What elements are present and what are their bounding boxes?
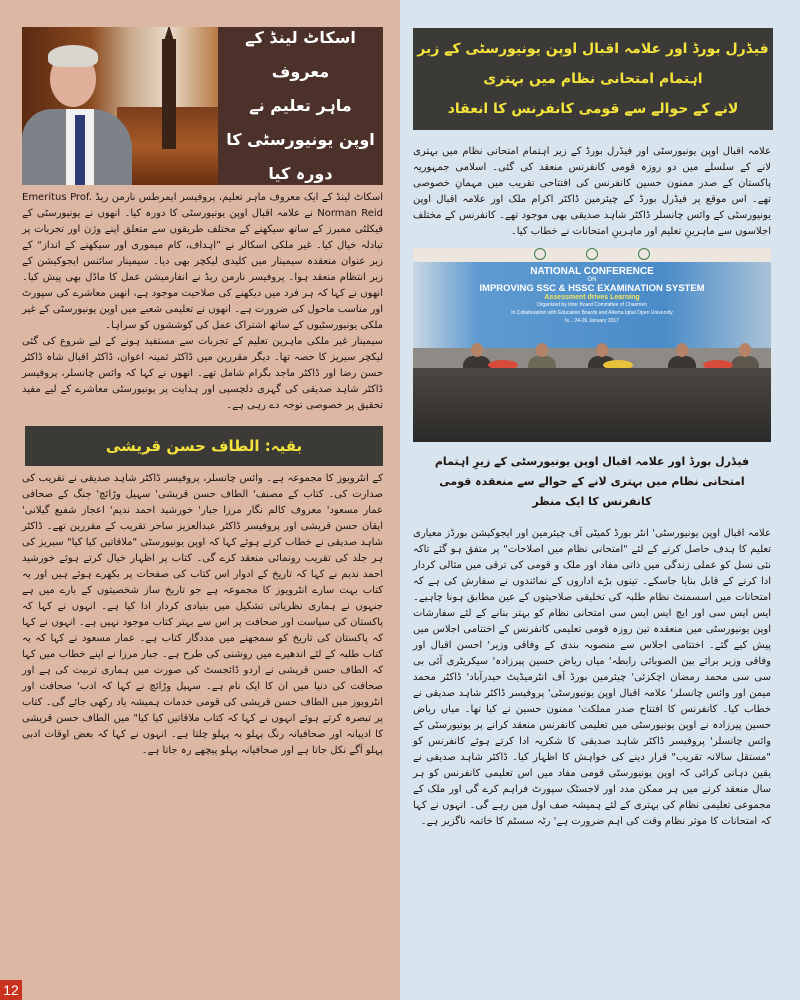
conference-banner: [413, 262, 771, 348]
logo-icon: [534, 248, 546, 260]
feature-title: [218, 27, 383, 185]
feature-title-line: اوپن یونیورسٹی کا دورہ کیا: [226, 130, 375, 183]
conference-photo: [413, 248, 771, 442]
banner-subtitle: IMPROVING SSC & HSSC EXAMINATION SYSTEM: [479, 283, 705, 294]
banner-text: In Collaboration with Education Boards and Allama Iqbal Open University: [511, 310, 673, 316]
conference-table: [413, 368, 771, 442]
conference-headline: [413, 28, 773, 130]
banner-title: NATIONAL CONFERENCE: [530, 266, 654, 277]
article-paragraph: علامہ اقبال اوپن یونیورسٹی اور فیڈرل بورڈ کے زیر اہتمام امتحانی نظام میں بہتری لانے کے سلسلے میں دو روزہ قومی کانفرنس منعقد کی گئی۔ اسلامی جمہوریہ پاکستان کے صدر ممنون حسین کانفرنس کی افتتاحی تقریب میں مہمانِ خصوصی تھے۔ اس موقع پر فیڈرل بورڈ کے چیئرمین ڈاکٹر اکرام ملک اور علامہ اقبال اوپن یونیورسٹی کے وائس چانسلر ڈاکٹر شاہد صدیقی بھی موجود تھے۔ کانفرنس کے مختلف اجلاسوں سے ماہرینِ تعلیم اور ماہرینِ امتحانات نے خطاب کیا۔: [413, 146, 771, 237]
banner-text: Organized by Inter Board Committee of Chairmen: [536, 302, 648, 308]
conference-article-body: [413, 526, 771, 840]
banner-tagline: Assessment drives Learning: [544, 294, 640, 301]
page-number: 12: [0, 980, 22, 1000]
caption-line: امتحانی نظام میں بہتری لانے کے حوالے سے منعقدہ قومی کانفرنس کا ایک منظر: [439, 475, 745, 508]
feature-header: [22, 27, 383, 185]
headline-line: فیڈرل بورڈ اور علامہ اقبال اوپن یونیورسٹی کے زیر اہتمام امتحانی نظام میں بہتری: [417, 41, 769, 87]
person-hair: [48, 45, 98, 67]
article-paragraph: کے انٹرویوز کا مجموعہ ہے۔ وائس چانسلر، پروفیسر ڈاکٹر شاہد صدیقی نے تقریب کی صدارت کی۔ کتاب کے مصنف' الطاف حسن قریشی' سہیل وڑائچ' جنگ کے صحافی عمار مسعود' معروف کالم نگار مرزا جبار' خورشید احمد ندیم' اعجاز شفیع گیلانی' ایقان حسن قریشی اور پروفیسر ڈاکٹر عبدالعزیز ساحر تقریب کے مقررین تھے۔ ڈاکٹر شاہد صدیقی نے خطاب کرتے ہوئے کہا کہ اوپن یونیورسٹی "ملاقاتیں کیا کیا" سیریز کی ہر جلد کی تقریب رونمائی منعقد کرے گی۔ کتاب پر اظہار خیال کرتے ہوئے خورشید احمد ندیم نے کہا کہ تاریخ کے ادوار اس کتاب کی صفحات پر بکھرے ہوئے ہیں اور یہ کتاب بہت سارے انٹرویوز کا مجموعہ ہے جو تاریخ ساز شخصیتوں کے بارے میں ہے جنہوں نے ہماری نظریاتی تشکیل میں بنیادی کردار ادا کیا ہے۔ انہوں نے کہا کہ پاکستان کی سیاست اور صحافت پر اس سے بہتر کتاب موجود نہیں ہے۔ انہوں نے کہا کہ پاکستان کی تاریخ کو سمجھنے میں مددگار کتاب ہے۔ عمار مسعود نے کہا کہ یہ کتاب طلبہ کے لئے اندھیرے میں روشنی کی طرح ہے۔ جبار مرزا نے اپنے خطاب میں کہا کہ الطاف حسن قریشی نے اردو ڈائجسٹ کی صورت میں ہماری تربیت کی ہے اور صحافت کی دنیا میں ان کا ایک نام ہے۔ سہیل وڑائچ نے کہا کہ ادب' صحافت اور انٹرویوز میں الطاف حسن قریشی کی قومی خدمات ہمیشہ یاد رکھی جائے گی۔ کتاب پر تبصرہ کرتے ہوئے انہوں نے کہا کہ کتاب ملاقاتیں کیا کیا" میں الطاف حسن قریشی کا ادیبانہ اور صحافیانہ رنگ پہلو بہ پہلو چلتا ہے۔ انہوں نے کہا کہ بعض اوقات ادبی پہلو آگے نکل جاتا ہے اور صحافیانہ پہلو پیچھے رہ جاتا ہے۔: [22, 473, 384, 756]
article-paragraph: علامہ اقبال اوپن یونیورسٹی' انٹر بورڈ کمیٹی آف چیئرمین اور ایجوکیشن بورڈز معیاری تعلیم کا ہدف حاصل کرنے کے لئے "امتحانی نظام میں اصلاحات" پر متفق ہو گئے تاکہ نئی نسل کو عملی زندگی میں ذاتی مفاد اور ملک و قومی کی ترقی میں مثالی کردار ادا کرنے کے قابل بنایا جاسکے۔ تینوں بڑے اداروں کے نمائندوں نے سفارش کی ہے کہ امتحانات میں اسسمنٹ نظام طلبہ کی تخلیقی صلاحیتوں کے عین مطابق ہونا چاہیے۔ ایس ایس سی اور ایچ ایس ایس سی امتحانی نظام کو بہتر بنانے کے لئے سفارشات اوپن یونیورسٹی میں منعقدہ تین روزہ قومی تعلیمی کانفرنس کے اختتامی اجلاس میں پیش کیے گئے۔ اختتامی اجلاس سے منصوبہ بندی کے وفاقی وزیر' احسن اقبال اور وفاقی وزیر برائے بین الصوبائی رابطہ' میاں ریاض حسین پیرزادہ' سیکریٹری آئی بی سی سی محمد رمضان اچکزئی' چیئرمین بورڈ آف انٹرمیڈیٹ حیدرآباد' ڈاکٹر محمد میمن اور وائس چانسلر' علامہ اقبال اوپن یونیورسٹی' پروفیسر ڈاکٹر شاہد صدیقی نے خطاب کیا۔ کانفرنس کا افتتاح صدر مملکت' ممنون حسین نے کیا تھا۔ میاں ریاض حسین پیرزادہ نے اوپن یونیورسٹی میں تعلیمی کانفرنس منعقد کرانے پر یونیورسٹی کے وائس چانسلر' پروفیسر ڈاکٹر شاہد صدیقی کا شکریہ ادا کرتے ہوئے کانفرنس کو "مستقل سالانہ تقریب" قرار دینے کی خواہش کا اظہار کیا۔ ڈاکٹر شاہد صدیقی نے یقین دہانی کرائی کہ اوپن یونیورسٹی قومی مفاد میں اس تعلیمی کانفرنس کو ہر سال منعقد کرنے میں ہر ممکن مدد اور لاجسٹک سپورٹ فراہم کرے گی اور ملک کے مجموعی تعلیمی نظام کی بہتری کے لئے ہمیشہ صف اول میں رہے گی۔ انہوں نے کہا کہ امتحانات کا موثر نظام وقت کی اہم ضرورت ہے' رٹہ سسٹم کا خاتمہ ناگزیر ہے۔: [413, 528, 771, 827]
continuation-heading: بقیہ: الطاف حسن قریشی: [25, 426, 383, 466]
article-paragraph: سیمینار غیر ملکی ماہرین تعلیم کے تجربات سے مستفید ہونے کے لیے شروع کی گئی لیکچر سیریز کا حصہ تھا۔ دیگر مقررین میں ڈاکٹر ثمینہ اعوان، ڈاکٹر اقبال شاہ ڈاکٹر حسن رضا اور ڈاکٹر ماجد بگرام شامل تھے۔ انھوں نے کہا کہ وائس چانسلر، پروفیسر ڈاکٹر شاہد صدیقی کی گہری دلچسپی اور ہدایت پر یونیورسٹی معاشرے کے لیے مفید تحقیق پر خصوصی توجہ دے رہی ہے۔: [22, 336, 383, 411]
feature-title-line: ماہر تعلیم نے: [249, 96, 352, 115]
caption-line: فیڈرل بورڈ اور علامہ اقبال اوپن یونیورسٹی کے زیرِ اہتمام: [434, 455, 750, 468]
logo-icon: [638, 248, 650, 260]
banner-text: Is... 24-26 January 2017: [565, 318, 619, 324]
feature-title-line: اسکاٹ لینڈ کے معروف: [245, 28, 356, 81]
person-tie: [75, 115, 85, 185]
organizer-logos: [413, 248, 771, 262]
feature-article-body: [22, 190, 383, 414]
university-tower: [162, 39, 176, 149]
conference-intro: [413, 144, 771, 240]
right-column: [400, 0, 800, 1000]
article-paragraph: اسکاٹ لینڈ کے ایک معروف ماہر تعلیم، پروفیسر ایمرطس نارمن ریڈ Emeritus Prof. Norman Reid نے علامہ اقبال اوپن یونیورسٹی کا دورہ کیا۔ انھوں نے یونیورسٹی کے فیکلٹی ممبرز کے ساتھ سیکھنے کے مختلف طریقوں سے متعلق اپنے وژن اور تجربات پر تبادلہ خیال کیا۔ غیر ملکی اسکالر نے ”اہداف، کام میموری اور سیکھنے کے انداز“ کے زیر عنوان منعقدہ سیمینار میں کلیدی لیکچر بھی دیا۔ سیمینار سائنس ایجوکیشن کے زیر انتظام منعقد ہوا۔ پروفیسر نارمن ریڈ نے انفارمیشن عمل کا ماڈل بھی پیش کیا۔ انھوں نے کہا کہ ہر فرد میں دیکھنے کی صلاحیت موجود ہے، انھیں معاشرے کی سپورٹ اور مناسب ماحول کی ضرورت ہے۔ انھوں نے تعلیمی شعبے میں اوپن یونیورسٹی کے غیر ملکی یونیورسٹیوں کے ساتھ اشتراک عمل کی کوششوں کو سراہا۔: [22, 192, 384, 331]
continuation-article-body: [22, 471, 383, 759]
photo-caption: [413, 452, 771, 512]
headline-line: لانے کے حوالے سے قومی کانفرنس کا انعقاد: [447, 101, 739, 117]
professor-photo: [22, 27, 218, 185]
logo-icon: [586, 248, 598, 260]
banner-text: ON: [587, 277, 597, 283]
